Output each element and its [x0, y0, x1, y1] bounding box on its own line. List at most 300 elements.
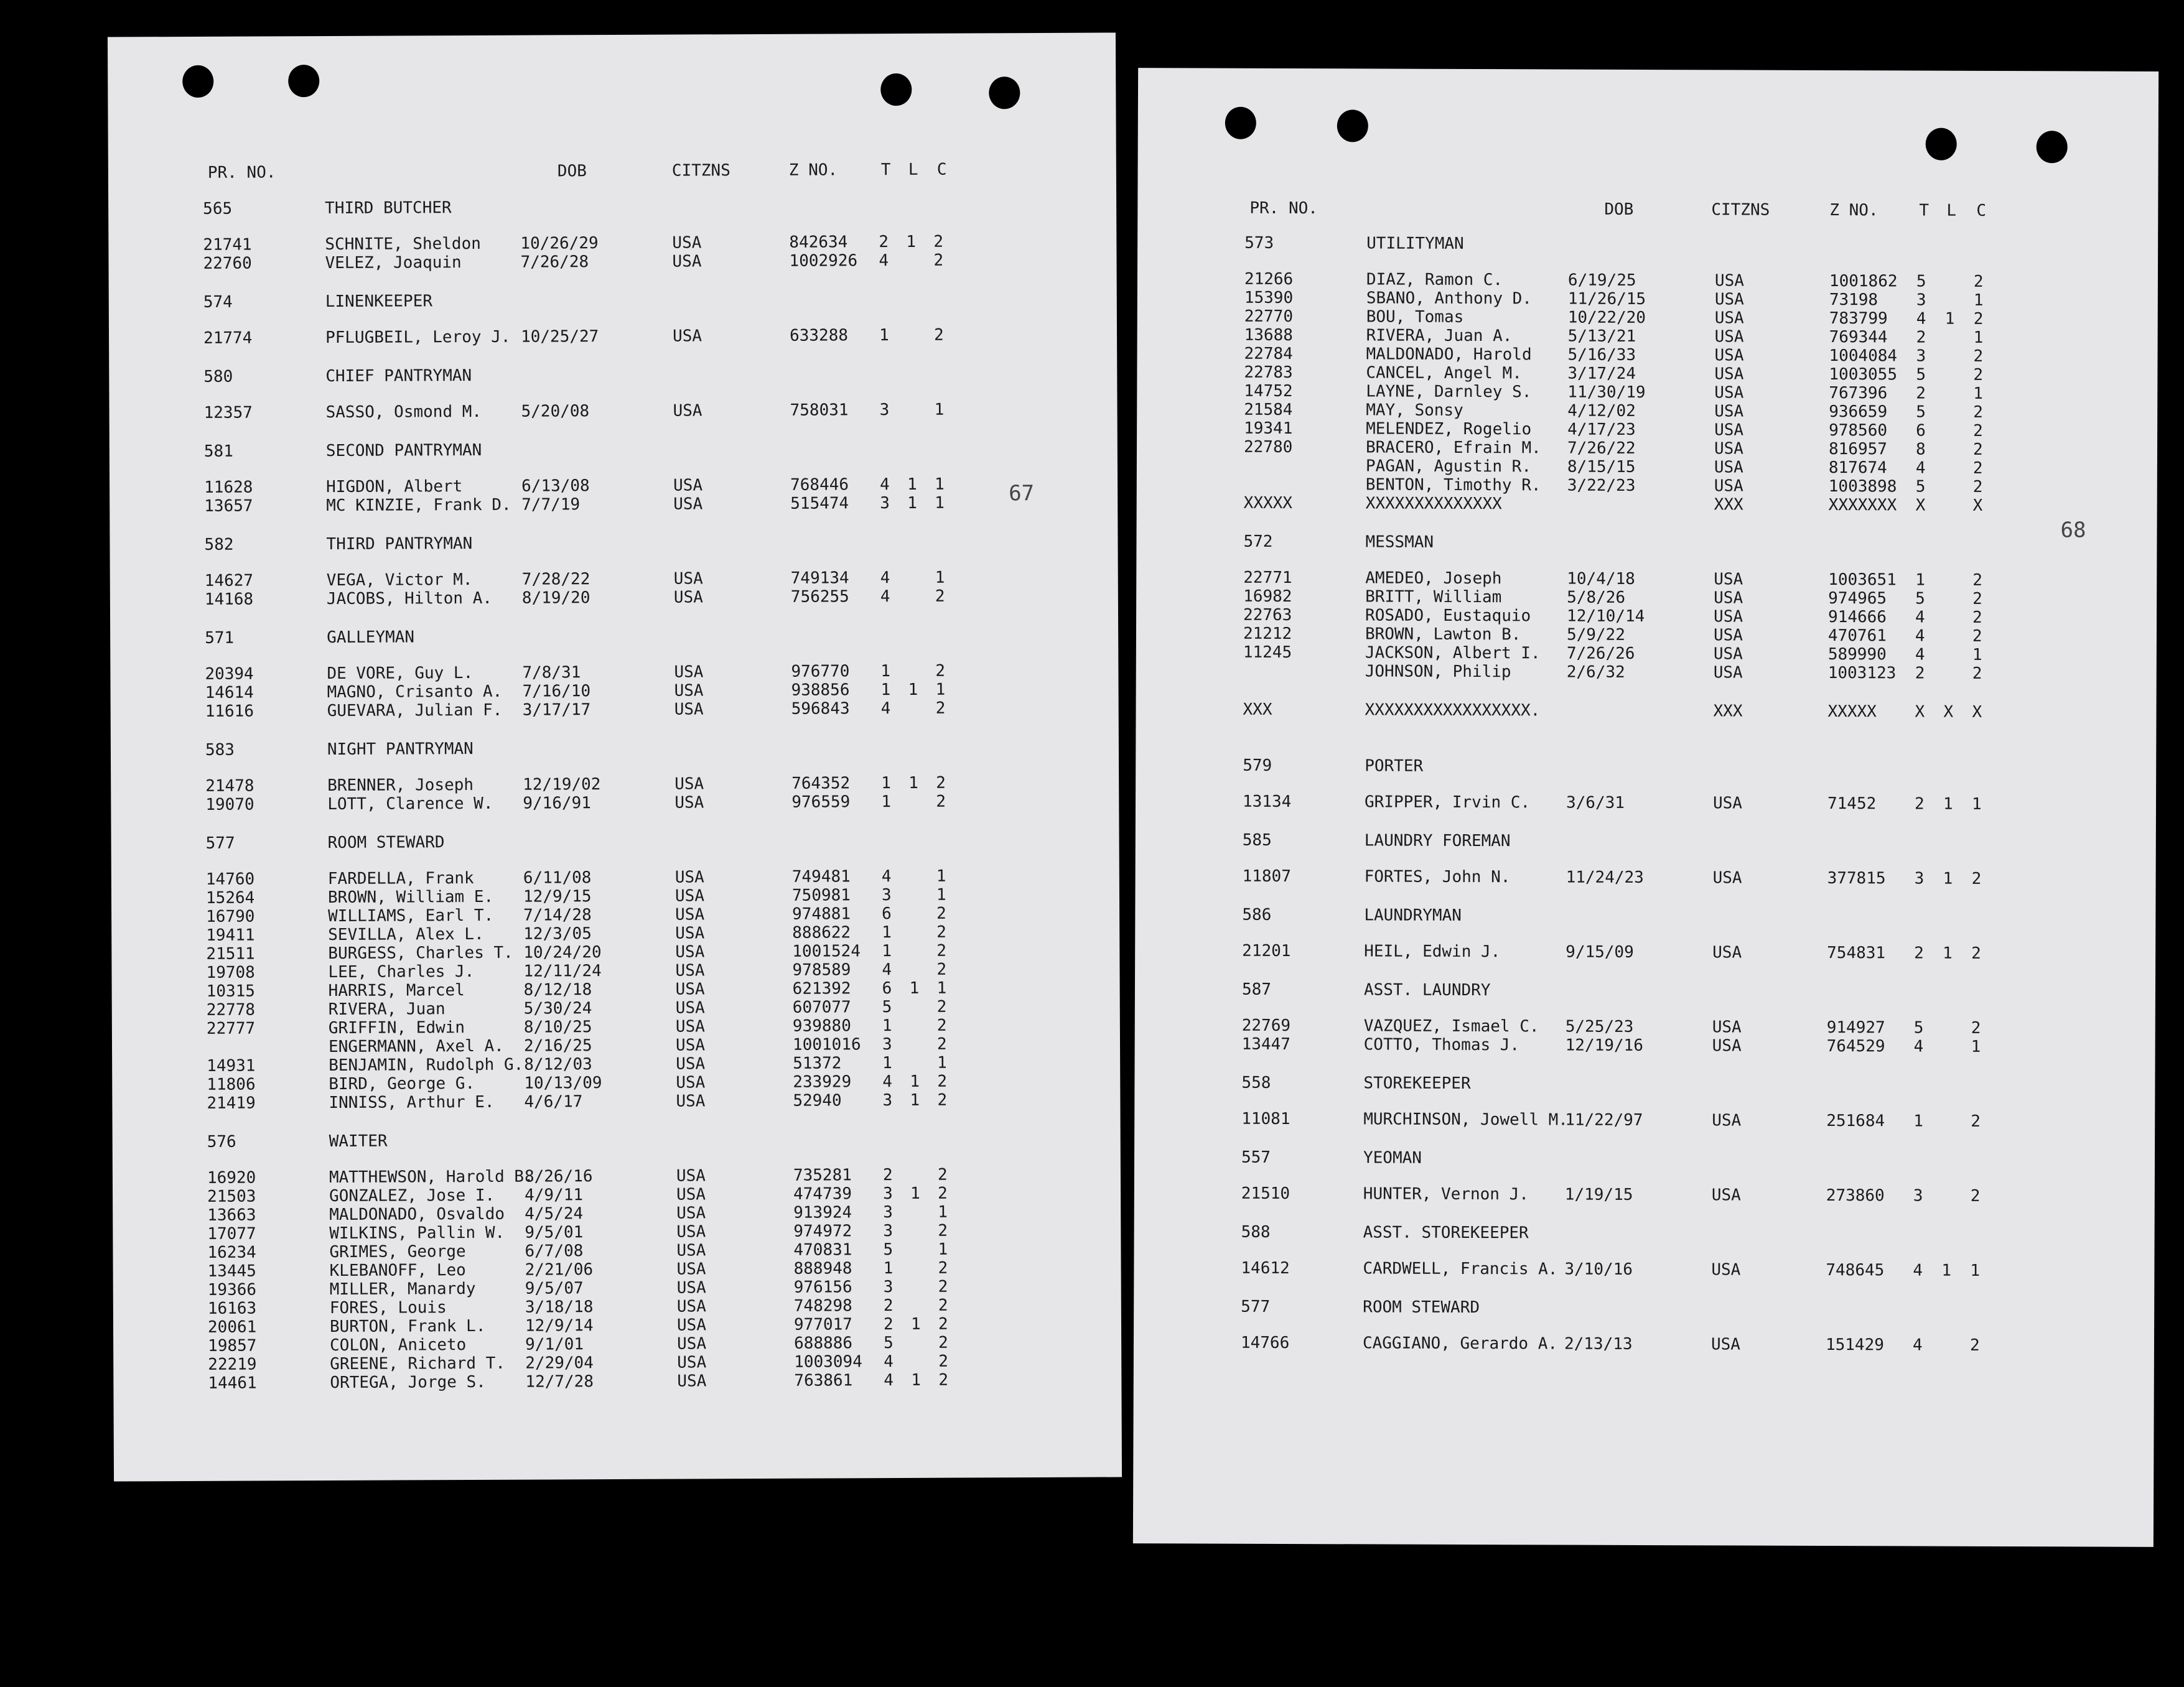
- cell-pr: 22219: [208, 1355, 257, 1374]
- cell-t: 5: [1915, 477, 1926, 496]
- cell-c: 2: [936, 960, 947, 979]
- cell-pr: 14461: [208, 1373, 257, 1393]
- cell-zno: 914927: [1826, 1018, 1885, 1038]
- cell-dob: 10/26/29: [520, 234, 599, 253]
- punch-hole: [1926, 128, 1957, 160]
- cell-pr: 13447: [1241, 1034, 1291, 1054]
- cell-l: 1: [910, 1184, 920, 1203]
- punch-hole: [182, 65, 213, 98]
- cell-c: 2: [933, 251, 944, 270]
- cell-zno: 769344: [1829, 328, 1888, 347]
- cell-t: 1: [880, 662, 891, 681]
- crew-row: [112, 978, 1120, 1001]
- crew-row: [110, 399, 1118, 422]
- section-code: XXX: [1243, 700, 1272, 719]
- section-title: THIRD BUTCHER: [325, 198, 452, 218]
- section-code: 571: [205, 628, 235, 648]
- cell-c: 1: [935, 475, 945, 494]
- crew-row: [113, 1183, 1121, 1206]
- cell-cit: USA: [1714, 439, 1744, 458]
- section-title: NIGHT PANTRYMAN: [327, 739, 474, 760]
- cell-cit: USA: [675, 961, 705, 980]
- struck-out-entry: X: [1915, 702, 1925, 722]
- cell-zno: 767396: [1829, 384, 1888, 403]
- cell-pr: 14614: [205, 683, 254, 702]
- cell-cit: USA: [676, 1073, 706, 1092]
- cell-cit: USA: [672, 233, 702, 253]
- cell-pr: 16920: [207, 1168, 256, 1187]
- section-title: WAITER: [329, 1132, 388, 1151]
- cell-dob: 12/7/28: [525, 1372, 594, 1392]
- cell-zno: 748645: [1826, 1261, 1885, 1280]
- cell-t: 5: [1916, 402, 1926, 422]
- cell-dob: 3/22/23: [1567, 476, 1636, 495]
- cell-l: 1: [910, 1090, 920, 1110]
- section-heading: [110, 625, 1118, 648]
- cell-c: 1: [1971, 1037, 1981, 1056]
- section-heading: [1135, 1073, 2155, 1094]
- cell-t: 1: [882, 942, 892, 961]
- cell-c: 2: [1973, 309, 1984, 328]
- cell-t: 3: [1916, 290, 1926, 310]
- cell-c: 2: [1971, 1112, 1981, 1131]
- cell-l: 1: [1943, 869, 1953, 888]
- cell-cit: USA: [1714, 290, 1744, 309]
- cell-t: 6: [1916, 421, 1926, 440]
- cell-cit: USA: [1711, 1260, 1741, 1280]
- crew-row: [113, 1351, 1121, 1374]
- cell-dob: 10/22/20: [1567, 308, 1646, 327]
- cell-dob: 11/22/97: [1565, 1110, 1643, 1130]
- section-heading: [109, 363, 1117, 386]
- section-heading: [111, 737, 1119, 760]
- cell-l: 1: [909, 978, 920, 998]
- cell-name: INNISS, Arthur E.: [329, 1092, 495, 1113]
- cell-name: ORTEGA, Jorge S.: [330, 1372, 486, 1393]
- cell-t: 4: [879, 251, 889, 271]
- cell-name: BURTON, Frank L.: [329, 1316, 486, 1337]
- cell-name: MILLER, Manardy: [329, 1279, 476, 1299]
- cell-pr: 13688: [1244, 325, 1293, 345]
- cell-name: BROWN, Lawton B.: [1365, 625, 1521, 644]
- cell-pr: 20061: [207, 1318, 257, 1337]
- cell-pr: 14760: [205, 870, 255, 889]
- cell-cit: USA: [677, 1353, 707, 1372]
- cell-pr: 11245: [1243, 643, 1292, 662]
- cell-dob: 7/7/19: [521, 495, 581, 514]
- cell-dob: 3/17/24: [1567, 364, 1636, 383]
- cell-name: BENTON, Timothy R.: [1365, 475, 1541, 495]
- cell-l: 1: [906, 232, 917, 251]
- cell-t: 1: [882, 1016, 892, 1036]
- section-heading: [1134, 1148, 2155, 1168]
- cell-zno: 938856: [791, 681, 850, 700]
- cell-cit: USA: [674, 662, 704, 682]
- cell-zno: 763861: [794, 1371, 853, 1390]
- page-number: 67: [1009, 481, 1035, 506]
- cell-zno: 633288: [789, 326, 849, 345]
- cell-pr: 14168: [204, 590, 254, 609]
- cell-name: BRENNER, Joseph: [327, 775, 474, 796]
- cell-dob: 3/18/18: [525, 1298, 594, 1317]
- cell-name: RIVERA, Juan A.: [1366, 326, 1513, 346]
- cell-cit: USA: [1712, 1036, 1742, 1056]
- crew-row: [113, 1295, 1121, 1318]
- cell-pr: 14627: [204, 571, 254, 590]
- cell-zno: 976559: [791, 792, 851, 812]
- section-title: THIRD PANTRYMAN: [326, 534, 473, 554]
- cell-t: 4: [882, 960, 892, 980]
- cell-zno: 783799: [1829, 309, 1888, 328]
- cell-name: FARDELLA, Frank: [327, 868, 474, 889]
- cell-name: DIAZ, Ramon C.: [1366, 270, 1503, 290]
- cell-cit: USA: [672, 327, 702, 346]
- cell-name: VAZQUEZ, Ismael C.: [1363, 1016, 1539, 1036]
- cell-dob: 7/28/22: [521, 570, 590, 589]
- cell-c: 1: [1972, 645, 1982, 664]
- cell-name: CAGGIANO, Gerardo A.: [1362, 1334, 1558, 1354]
- cell-cit: USA: [675, 905, 705, 924]
- cell-cit: USA: [673, 476, 703, 495]
- cell-pr: 22784: [1244, 344, 1293, 364]
- crew-row: [1134, 1184, 2155, 1206]
- crew-row: [1137, 493, 2157, 515]
- punch-hole: [1337, 109, 1368, 142]
- cell-zno: 913924: [793, 1203, 852, 1222]
- cell-cit: USA: [676, 1204, 706, 1223]
- cell-name: ENGERMANN, Axel A.: [328, 1036, 504, 1057]
- cell-pr: 21503: [207, 1187, 256, 1206]
- cell-name: JACKSON, Albert I.: [1365, 643, 1541, 663]
- cell-pr: 20394: [205, 664, 254, 684]
- cell-dob: 7/26/28: [520, 253, 589, 272]
- cell-pr: 16790: [206, 907, 255, 926]
- cell-t: 4: [880, 569, 890, 588]
- cell-dob: 4/9/11: [525, 1186, 584, 1205]
- crew-row: [1136, 867, 2156, 888]
- cell-name: HIGDON, Albert: [326, 477, 463, 497]
- cell-cit: USA: [673, 495, 703, 514]
- crew-row: [1136, 624, 2157, 646]
- cell-cit: USA: [1712, 1111, 1742, 1130]
- cell-dob: 10/13/09: [524, 1074, 602, 1093]
- cell-pr: 11806: [207, 1075, 256, 1094]
- cell-c: 1: [936, 885, 946, 904]
- cell-c: 1: [934, 400, 945, 419]
- cell-cit: USA: [1712, 943, 1742, 962]
- cell-name: WILLIAMS, Earl T.: [328, 906, 494, 926]
- cell-dob: 11/30/19: [1567, 383, 1646, 402]
- cell-zno: 1001524: [792, 942, 861, 961]
- cell-l: 1: [1943, 794, 1953, 814]
- cell-c: 2: [1973, 421, 1983, 440]
- crew-row: [111, 791, 1119, 814]
- cell-name: LOTT, Clarence W.: [327, 794, 493, 814]
- cell-pr: 21510: [1241, 1184, 1290, 1204]
- cell-name: SEVILLA, Alex L.: [328, 924, 484, 945]
- section-title: LINENKEEPER: [325, 292, 433, 312]
- crew-row: [111, 941, 1119, 964]
- cell-cit: USA: [674, 886, 705, 906]
- cell-pr: 22778: [206, 1000, 256, 1020]
- cell-pr: 22763: [1243, 605, 1292, 625]
- cell-zno: 764352: [791, 774, 851, 793]
- cell-t: 4: [884, 1371, 894, 1390]
- cell-pr: 16234: [207, 1243, 256, 1262]
- cell-t: 1: [1913, 1112, 1923, 1131]
- cell-zno: 976156: [793, 1278, 852, 1297]
- cell-c: 2: [936, 904, 946, 923]
- cell-pr: 11081: [1241, 1109, 1290, 1129]
- cell-dob: 2/6/32: [1566, 662, 1625, 682]
- cell-t: 5: [882, 998, 892, 1017]
- cell-c: 2: [937, 1165, 948, 1184]
- cell-pr: 13134: [1242, 792, 1292, 812]
- section-code: 577: [205, 834, 235, 853]
- cell-cit: USA: [1712, 868, 1742, 888]
- cell-zno: 474739: [793, 1184, 852, 1204]
- cell-dob: 5/9/22: [1566, 625, 1625, 644]
- cell-t: 1: [881, 792, 892, 812]
- section-title: CHIEF PANTRYMAN: [325, 366, 472, 386]
- section-code: 557: [1241, 1148, 1271, 1167]
- cell-dob: 9/1/01: [525, 1335, 584, 1354]
- cell-dob: 6/13/08: [521, 476, 590, 496]
- cell-dob: 4/6/17: [524, 1092, 583, 1112]
- cell-t: X: [1915, 496, 1926, 515]
- cell-zno: 470761: [1827, 626, 1887, 646]
- cell-zno: 978589: [792, 960, 851, 980]
- cell-pr: 16982: [1243, 587, 1292, 606]
- cell-c: 2: [1972, 664, 1982, 683]
- section-title: LAUNDRY FOREMAN: [1364, 831, 1511, 851]
- cell-name: GRIPPER, Irvin C.: [1364, 792, 1531, 812]
- section-title: XXXXXXXXXXXXXXXXX.: [1365, 700, 1541, 720]
- cell-dob: 7/26/26: [1566, 644, 1635, 663]
- section-code: 585: [1242, 830, 1272, 850]
- crew-row: [113, 1239, 1121, 1262]
- section-code: 580: [203, 367, 233, 386]
- cell-pr: 19857: [208, 1336, 257, 1355]
- cell-name: RIVERA, Juan: [328, 1000, 446, 1020]
- cell-t: 2: [882, 1166, 893, 1185]
- cell-t: 3: [882, 1035, 892, 1054]
- cell-cit: USA: [676, 1260, 706, 1279]
- cell-name: CARDWELL, Francis A.: [1363, 1259, 1558, 1279]
- cell-t: 4: [1915, 608, 1925, 627]
- cell-pr: 10315: [206, 982, 255, 1001]
- cell-pr: 22783: [1244, 363, 1293, 383]
- struck-out-entry: X: [1972, 702, 1982, 722]
- cell-dob: 7/26/22: [1567, 439, 1636, 458]
- cell-t: 3: [880, 494, 890, 513]
- crew-row: [1136, 568, 2157, 590]
- cell-cit: USA: [676, 1166, 706, 1186]
- cell-name: BIRD, George G.: [329, 1074, 475, 1094]
- cell-dob: 12/10/14: [1567, 606, 1645, 626]
- cell-t: 4: [1915, 645, 1925, 664]
- cell-zno: 1002926: [789, 251, 858, 271]
- cell-cit: USA: [675, 924, 705, 943]
- cell-name: MC KINZIE, Frank D.: [326, 495, 511, 516]
- cell-t: 1: [883, 1259, 894, 1278]
- cell-dob: 7/8/31: [522, 663, 581, 682]
- cell-dob: 12/3/05: [523, 924, 592, 944]
- cell-zno: 688886: [794, 1334, 853, 1353]
- cell-c: 2: [1971, 1018, 1981, 1038]
- page-number: 68: [2060, 518, 2086, 543]
- cell-t: 5: [884, 1334, 894, 1353]
- punch-hole: [1225, 107, 1256, 139]
- cell-c: 2: [1972, 458, 1983, 478]
- crew-row: [1137, 475, 2157, 496]
- cell-c: 2: [938, 1184, 948, 1203]
- cell-cit: USA: [674, 700, 704, 719]
- cell-c: 2: [933, 232, 944, 251]
- section-heading: [1136, 756, 2156, 776]
- cell-name: MELENDEZ, Rogelio: [1366, 419, 1532, 439]
- cell-pr: 21584: [1244, 400, 1293, 420]
- cell-cit: USA: [674, 793, 704, 812]
- section-title: SECOND PANTRYMAN: [325, 440, 482, 461]
- cell-name: BROWN, William E.: [327, 887, 494, 908]
- cell-pr: 21511: [206, 944, 255, 964]
- cell-zno: 233929: [793, 1072, 852, 1092]
- cell-t: 3: [881, 886, 892, 905]
- cell-c: 2: [938, 1296, 948, 1315]
- cell-dob: 8/15/15: [1567, 457, 1636, 476]
- cell-zno: 756255: [790, 587, 849, 606]
- cell-t: 1: [882, 923, 892, 942]
- crew-row: [111, 959, 1119, 982]
- cell-pr: 14612: [1241, 1258, 1290, 1278]
- cell-t: 2: [1916, 328, 1926, 347]
- cell-c: 2: [937, 1072, 948, 1091]
- cell-pr: 22760: [203, 254, 252, 273]
- cell-c: 2: [936, 997, 947, 1016]
- cell-t: 4: [881, 867, 892, 886]
- cell-c: 2: [1972, 626, 1982, 646]
- crew-row: [112, 1071, 1120, 1094]
- section-code: 573: [1244, 233, 1274, 253]
- cell-zno: 52940: [793, 1091, 842, 1110]
- cell-zno: 1001016: [792, 1035, 861, 1054]
- section-code: 586: [1242, 905, 1272, 924]
- cell-name: GONZALEZ, Jose I.: [329, 1186, 495, 1206]
- cell-c: 2: [1973, 365, 1984, 384]
- cell-t: 3: [879, 401, 890, 420]
- cell-pr: 11616: [205, 702, 254, 721]
- cell-dob: 3/10/16: [1564, 1260, 1633, 1279]
- cell-pr: 15264: [205, 888, 255, 908]
- cell-zno: 1003094: [794, 1352, 862, 1372]
- section-title: UTILITYMAN: [1366, 234, 1464, 253]
- struck-out-entry: XXX: [1713, 702, 1743, 721]
- cell-c: 2: [1969, 1336, 1980, 1355]
- cell-dob: 10/25/27: [520, 327, 599, 346]
- section-heading: [1136, 700, 2157, 722]
- cell-t: 4: [1915, 458, 1926, 478]
- cell-l: 1: [1941, 1261, 1952, 1280]
- cell-name: MURCHINSON, Jowell M.: [1363, 1110, 1569, 1130]
- crew-row: [111, 866, 1119, 889]
- section-title: ASST. STOREKEEPER: [1363, 1223, 1529, 1243]
- cell-t: 3: [1916, 346, 1926, 366]
- cell-cit: USA: [674, 868, 704, 887]
- section-heading: [113, 1128, 1121, 1151]
- cell-c: 2: [935, 587, 945, 606]
- crew-row: [1135, 1016, 2155, 1038]
- cell-t: 3: [883, 1203, 893, 1222]
- cell-cit: USA: [1713, 644, 1743, 664]
- cell-c: 2: [1973, 346, 1984, 366]
- cell-zno: 758031: [790, 401, 849, 420]
- cell-c: 1: [935, 493, 945, 513]
- cell-c: 2: [933, 325, 944, 345]
- cell-name: PAGAN, Agustin R.: [1365, 457, 1532, 476]
- cell-l: 1: [907, 493, 917, 513]
- cell-dob: 7/16/10: [522, 682, 591, 701]
- crew-row: [1134, 1333, 2154, 1355]
- cell-cit: USA: [1714, 570, 1743, 589]
- cell-cit: USA: [676, 1185, 706, 1204]
- crew-row: [1136, 643, 2157, 664]
- section-code: 579: [1243, 756, 1272, 775]
- cell-name: JOHNSON, Philip: [1365, 662, 1511, 682]
- cell-cit: USA: [676, 1092, 706, 1111]
- cell-c: 1: [938, 1240, 948, 1259]
- section-title: PORTER: [1365, 756, 1424, 776]
- cell-c: 1: [1971, 794, 1982, 814]
- cell-zno: 515474: [790, 494, 849, 513]
- cell-l: 1: [908, 773, 918, 792]
- cell-cit: USA: [1713, 663, 1743, 682]
- cell-cit: USA: [672, 252, 702, 271]
- cell-dob: 4/12/02: [1567, 401, 1636, 421]
- cell-name: VEGA, Victor M.: [326, 570, 473, 590]
- cell-t: 2: [883, 1296, 894, 1316]
- cell-cit: USA: [1714, 458, 1743, 477]
- cell-dob: 5/8/26: [1567, 588, 1626, 607]
- cell-pr: 11807: [1242, 867, 1291, 886]
- cell-cit: USA: [674, 774, 704, 794]
- crew-row: [1134, 1109, 2155, 1131]
- cell-zno: 764529: [1826, 1037, 1885, 1056]
- crew-row: [1137, 419, 2157, 440]
- cell-zno: 936659: [1829, 402, 1888, 422]
- cell-c: 2: [1971, 869, 1982, 888]
- cell-zno: 978560: [1829, 421, 1888, 440]
- crew-row: [113, 1258, 1121, 1281]
- cell-l: 1: [910, 1072, 920, 1091]
- cell-t: 1: [879, 326, 889, 345]
- cell-cit: USA: [1714, 421, 1744, 440]
- punch-hole: [880, 73, 912, 106]
- cell-pr: 12357: [203, 403, 253, 422]
- cell-t: 2: [883, 1315, 894, 1334]
- cell-t: 2: [1914, 944, 1924, 963]
- cell-pr: 15390: [1244, 288, 1294, 308]
- cell-c: 2: [1970, 1186, 1981, 1206]
- cell-dob: 12/11/24: [523, 962, 602, 981]
- cell-zno: 377815: [1827, 869, 1886, 888]
- cell-pr: 21266: [1244, 269, 1294, 289]
- cell-t: 4: [882, 1072, 893, 1092]
- section-title: STOREKEEPER: [1363, 1074, 1471, 1094]
- cell-pr: 14752: [1244, 381, 1293, 401]
- cell-name: CANCEL, Angel M.: [1366, 363, 1522, 383]
- crew-row: [112, 997, 1120, 1020]
